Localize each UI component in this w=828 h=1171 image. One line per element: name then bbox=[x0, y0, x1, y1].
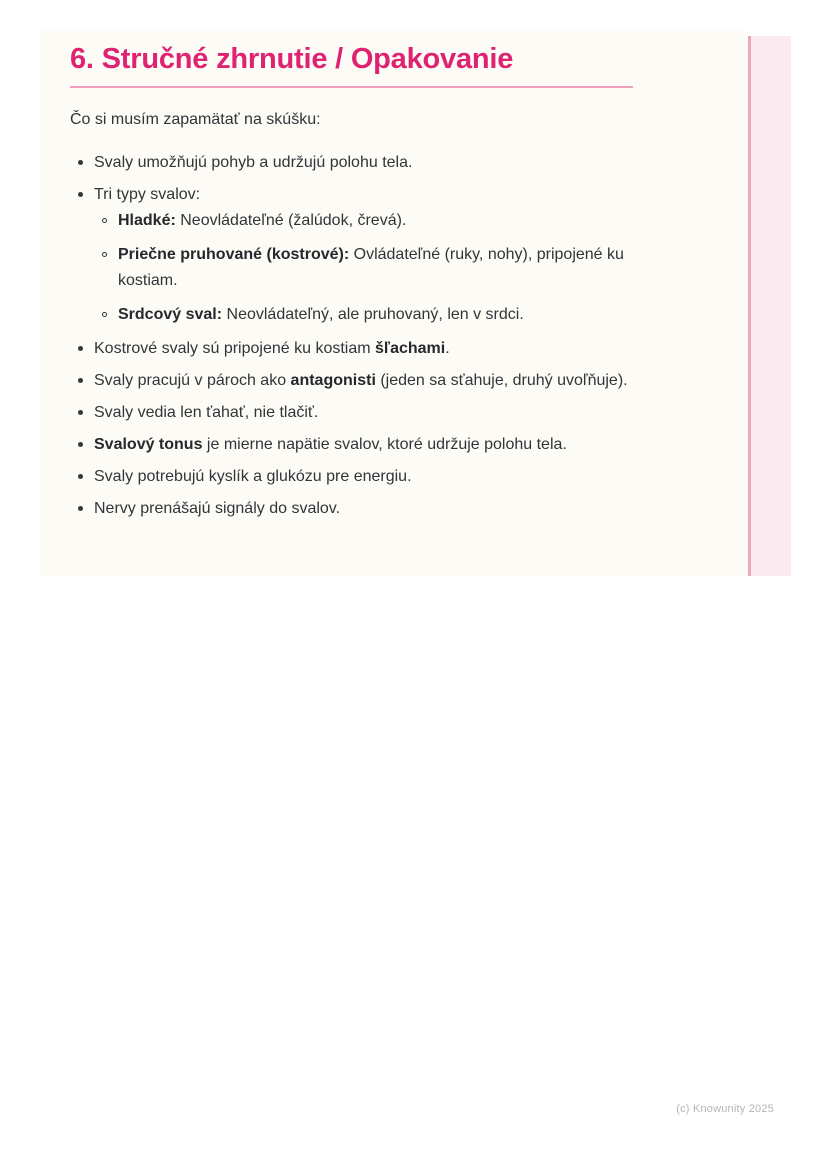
footer-credit: (c) Knowunity 2025 bbox=[676, 1103, 774, 1115]
text-segment: je mierne napätie svalov, ktoré udržuje polohu tela. bbox=[202, 436, 567, 453]
list-item bbox=[94, 368, 633, 394]
text-segment: (jeden sa sťahuje, druhý uvoľňuje). bbox=[375, 372, 628, 389]
text-segment: Svaly pracujú v pároch ako bbox=[94, 372, 291, 389]
list-item bbox=[94, 496, 633, 522]
list-item bbox=[94, 182, 633, 328]
text-segment: Neovládateľné (žalúdok, črevá). bbox=[175, 212, 407, 229]
page-content bbox=[70, 42, 633, 528]
bold-text-segment: Svalový tonus bbox=[94, 436, 203, 453]
list-item bbox=[94, 464, 633, 490]
title-underline bbox=[70, 86, 633, 88]
page-title: 6. Stručné zhrnutie / Opakovanie bbox=[70, 43, 514, 75]
accent-stripe-band bbox=[751, 36, 791, 576]
intro-text: Čo si musím zapamätať na skúšku: bbox=[70, 111, 321, 128]
list-item bbox=[94, 432, 633, 458]
text-segment: . bbox=[445, 340, 450, 357]
list-item bbox=[94, 150, 633, 176]
text-segment: Svaly vedia len ťahať, nie tlačiť. bbox=[94, 404, 319, 421]
list-item bbox=[94, 336, 633, 362]
bold-text-segment: Priečne pruhované (kostrové): bbox=[118, 246, 350, 263]
bold-text-segment: antagonisti bbox=[290, 372, 376, 389]
bold-text-segment: Srdcový sval: bbox=[118, 306, 223, 323]
text-segment: Ovládateľné (ruky, nohy), pripojené ku kostiam. bbox=[118, 246, 624, 289]
sub-list-item bbox=[118, 242, 633, 294]
list-item bbox=[94, 400, 633, 426]
text-segment: Tri typy svalov: bbox=[94, 186, 201, 203]
text-segment: Svaly potrebujú kyslík a glukózu pre energiu. bbox=[94, 468, 412, 485]
sub-list-item bbox=[118, 208, 633, 234]
text-segment: Svaly umožňujú pohyb a udržujú polohu tela. bbox=[94, 154, 413, 171]
sub-list bbox=[94, 208, 633, 328]
text-segment: Kostrové svaly sú pripojené ku kostiam bbox=[94, 340, 376, 357]
bold-text-segment: Hladké: bbox=[118, 212, 176, 229]
sub-list-item bbox=[118, 302, 633, 328]
text-segment: Nervy prenášajú signály do svalov. bbox=[94, 500, 341, 517]
bold-text-segment: šľachami bbox=[375, 340, 446, 357]
text-segment: Neovládateľný, ale pruhovaný, len v srdci. bbox=[222, 306, 524, 323]
summary-list bbox=[70, 150, 633, 522]
